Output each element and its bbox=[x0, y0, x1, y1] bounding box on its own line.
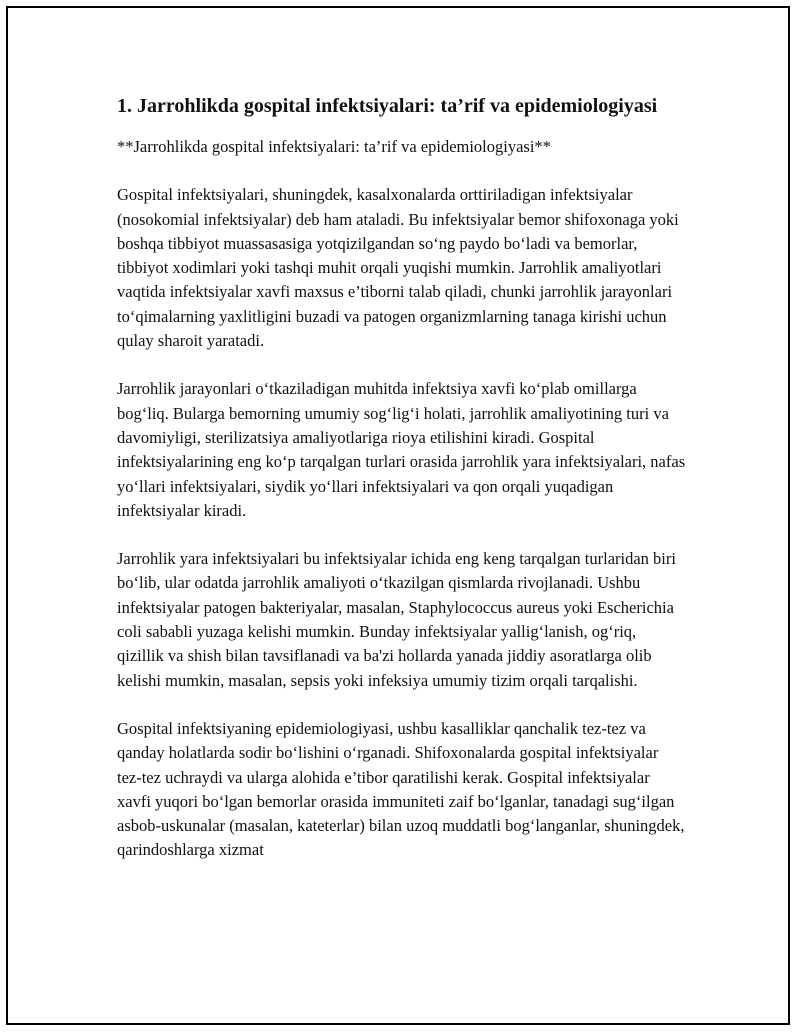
document-body bbox=[117, 92, 687, 887]
paragraph-2: Jarrohlik jarayonlari o‘tkaziladigan muhitda infektsiya xavfi ko‘plab omillarga bog‘liq. Bularga bemorning umumiy sog‘lig‘i holati, jarrohlik amaliyotining turi va davomiyligi, sterilizatsiya amaliyotlariga rioya etilishini kiradi. Gospital infektsiyalarining eng ko‘p tarqalgan turlari orasida jarrohlik yara infektsiyalari, nafas yo‘llari infektsiyalari, siydik yo‘llari infektsiyalari va qon orqali yuqadigan infektsiyalar kiradi. bbox=[117, 379, 686, 520]
paragraph-3: Jarrohlik yara infektsiyalari bu infektsiyalar ichida eng keng tarqalgan turlaridan biri bo‘lib, ular odatda jarrohlik amaliyoti o‘tkazilgan qismlarda rivojlanadi. Ushbu infektsiyalar patogen bakteriyalar, masalan, Staphylococcus aureus yoki Escherichia coli sababli yuzaga kelishi mumkin. Bunday infektsiyalar yallig‘lanish, og‘riq, qizillik va shish bilan tavsiflanadi va ba'zi hollarda yanada jiddiy asoratlarga olib kelishi mumkin, masalan, sepsis yoki infeksiya umumiy tizim orqali tarqalishi. bbox=[117, 549, 676, 690]
section-heading: 1. Jarrohlikda gospital infektsiyalari: ta’rif va epidemiologiyasi bbox=[117, 95, 658, 117]
paragraph-4: Gospital infektsiyaning epidemiologiyasi, ushbu kasalliklar qanchalik tez-tez va qanday holatlarda sodir bo‘lishini o‘rganadi. Shifoxonalarda gospital infektsiyalar tez-tez uchraydi va ularga alohida e’tibor qaratilishi kerak. Gospital infektsiyalar xavfi yuqori bo‘lgan bemorlar orasida immuniteti zaif bo‘lganlar, tanadagi sug‘ilgan asbob-uskunalar (masalan, kateterlar) bilan uzoq muddatli bog‘langanlar, shuningdek, qarindoshlarga xizmat bbox=[117, 718, 685, 860]
paragraph-1: Gospital infektsiyalari, shuningdek, kasalxonalarda orttiriladigan infektsiyalar (nosokomial infektsiyalar) deb ham ataladi. Bu infektsiyalar bemor shifoxonaga yoki boshqa tibbiyot muassasasiga yotqizilgandan so‘ng paydo bo‘ladi va bemorlar, tibbiyot xodimlari yoki tashqi muhit orqali yuqishi mumkin. Jarrohlik amaliyotlari vaqtida infektsiyalar xavfi maxsus e’tiborni talab qiladi, chunki jarrohlik jarayonlari to‘qimalarning yaxlitligini buzadi va patogen organizmlarning tanaga kirishi uchun qulay sharoit yaratadi. bbox=[117, 185, 679, 351]
subtitle-paragraph: **Jarrohlikda gospital infektsiyalari: ta’rif va epidemiologiyasi** bbox=[117, 137, 551, 156]
